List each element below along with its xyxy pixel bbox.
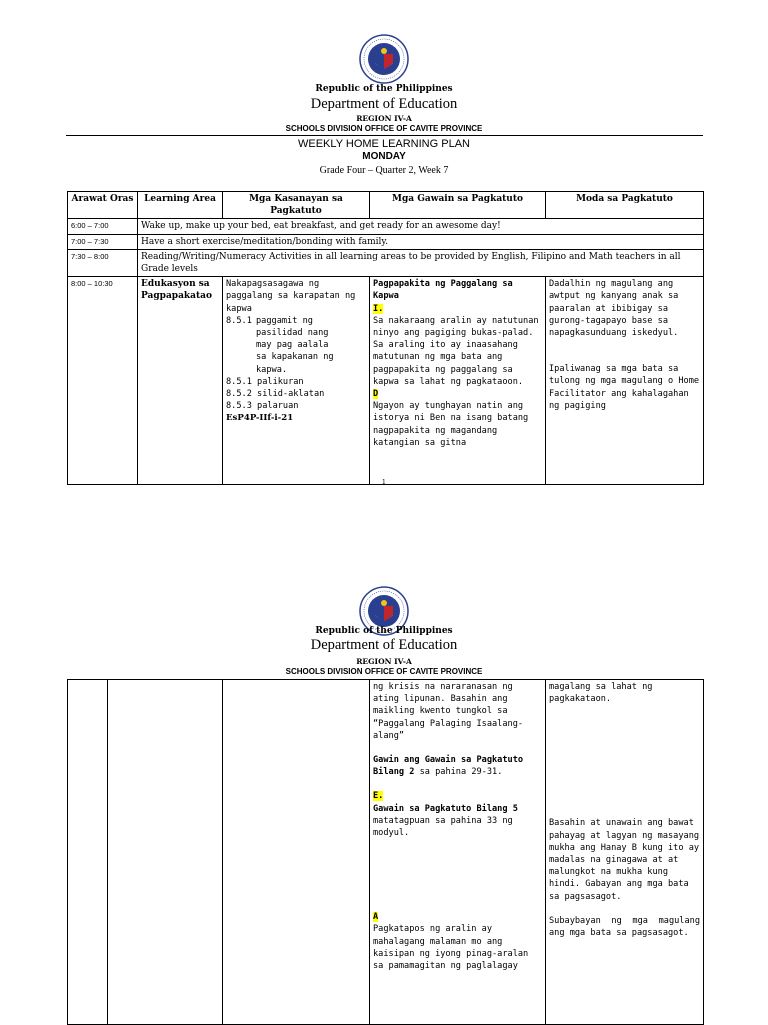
mode-cell [546,680,704,1025]
label-e: E. [373,791,384,802]
republic-text: Republic of the Philippines [315,84,453,94]
grade-week: Grade Four – Quarter 2, Week 7 [319,165,449,176]
competency-code: EsP4P-IIf-i-21 [226,413,294,424]
col-header-area: Learning Area [138,192,223,219]
table-row [68,249,704,276]
table-row [68,234,704,249]
row-text: Reading/Writing/Numeracy Activities in all learning areas to be provided by English, Filipino and Math teachers in all Grade levels [138,249,704,276]
region-text: REGION IV-A [356,657,412,666]
republic-text: Republic of the Philippines [315,626,453,636]
page-2 [0,556,768,1024]
table-row-esp [68,277,704,485]
mode-text: Ipaliwanag sa mga bata sa tulong ng mga magulang o Home Facilitator ang kahalagahan ng pagiging [549,364,700,411]
row-text: Have a short exercise/meditation/bonding with family. [138,234,704,249]
label-a: A [373,912,379,923]
activities-cell [370,680,546,1025]
skills-cell [223,277,370,485]
mode-text: Dadalhin ng magulang ang awtput ng kanyang anak sa paaralan at ibibigay sa gurong-tagapayo base sa napagkasunduang iskedyul. [549,279,679,339]
header-divider [66,135,703,136]
activity-text: ng krisis na nararanasan ng ating lipunan. Basahin ang maikling kwento tungkol sa “Paggalang Palaging Isaalang-alang” [373,682,524,741]
label-d: D [373,389,379,400]
activity-text: Pagkatapos ng aralin ay mahalagang malaman mo ang kaisipan ng iyong pinag-aralan sa pamamagitan ng paglalagay [373,924,529,972]
plan-day: MONDAY [362,151,406,162]
table-row-continued [68,680,704,1025]
row-time: 6:00 – 7:00 [68,219,138,234]
activities-cell [370,277,546,485]
label-i: I. [373,303,384,314]
row-time: 7:30 – 8:00 [68,249,138,276]
page-number: 1 [382,479,386,486]
plan-title: WEEKLY HOME LEARNING PLAN [298,138,470,150]
col-header-skills: Mga Kasanayan sa Pagkatuto [223,192,370,219]
row-text: Wake up, make up your bed, eat breakfast, and get ready for an awesome day! [138,219,704,234]
empty-cell [108,680,223,1025]
col-header-activities: Mga Gawain sa Pagkatuto [370,192,546,219]
skill-item: 8.5.1 palikuran [226,376,304,387]
deped-seal-icon [359,34,409,84]
learning-plan-table [67,191,704,485]
mode-cell [546,277,704,485]
division-text: SCHOOLS DIVISION OFFICE OF CAVITE PROVINCE [285,124,483,133]
department-title: Department of Education [310,96,458,112]
mode-text: Basahin at unawain ang bawat pahayag at lagyan ng masayang mukha ang Hanay B kung ito ay madalas na ginagawa at at malungkot na mukha kung hindi. Gabayan ang mga bata sa pagsasagot. [549,818,700,902]
learning-area: Edukasyon sa Pagpapakatao [138,277,223,485]
activity-text: Sa nakaraang aralin ay natutunan ninyo ang pagiging bukas-palad. Sa araling ito ay inaasahang matutunan ng mga bata ang pagpapakita ng paggalang sa kapwa sa lahat ng pagkataoon. [373,315,539,387]
skill-item: 8.5.2 silid-aklatan [226,389,325,400]
gawain-5-label: Gawain sa Pagkatuto Bilang 5 [373,803,518,814]
skill-item: 8.5.3 palaruan [226,401,299,412]
activity-text: Ngayon ay tunghayan natin ang istorya ni Ben na isang batang nagpapakita ng magandang katangian sa gitna [373,401,529,448]
skill-item [226,315,366,376]
col-header-mode: Moda sa Pagkatuto [546,192,704,219]
region-text: REGION IV-A [356,114,412,123]
col-header-time: Arawat Oras [68,192,138,219]
division-text: SCHOOLS DIVISION OFFICE OF CAVITE PROVINCE [285,667,483,676]
department-title: Department of Education [310,637,458,653]
activity-title: Pagpapakita ng Paggalang sa Kapwa [373,279,513,302]
skill-text: paggamit ng pasilidad nang may pag aalala sa kapakanan ng kapwa. [256,315,334,375]
empty-cell [223,680,370,1025]
gawain-2-text: sa pahina 29-31. [414,767,503,778]
gawain-5-text: matatagpuan sa pahina 33 ng modyul. [373,815,513,839]
mode-text: Subaybayan ng mga magulang ang mga bata sa pagsasagot. [549,915,700,939]
skill-intro: Nakapagsasagawa ng paggalang sa karapatan ng kapwa [226,279,356,314]
gawain-2-label: Gawin ang Gawain sa Pagkatuto Bilang 2 [373,755,524,778]
row-time: 8:00 – 10:30 [68,277,138,485]
empty-cell [68,680,108,1025]
page-1 [0,0,768,500]
table-row [68,219,704,234]
table-header-row [68,192,704,219]
mode-text: magalang sa lahat ng pagkakataon. [549,682,653,705]
row-time: 7:00 – 7:30 [68,234,138,249]
skill-number: 8.5.1 [226,315,252,326]
learning-plan-table-continued [67,679,704,1025]
